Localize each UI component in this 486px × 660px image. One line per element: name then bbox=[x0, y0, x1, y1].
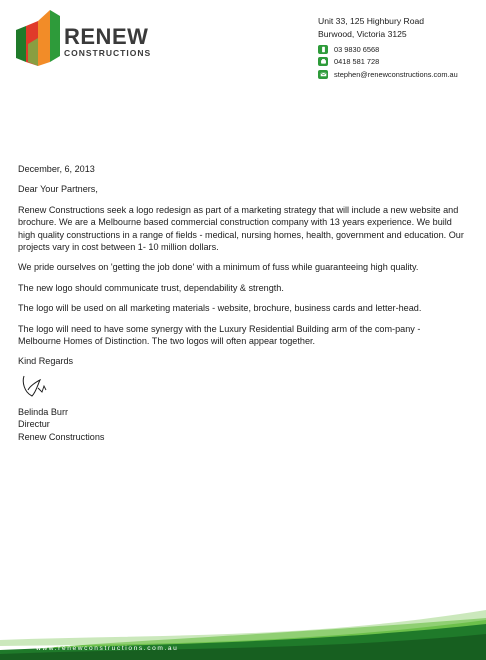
brand-subtitle: CONSTRUCTIONS bbox=[64, 48, 152, 58]
phone-icon bbox=[318, 45, 328, 54]
contact-list bbox=[318, 43, 458, 81]
mobile-number[interactable]: 0418 581 728 bbox=[334, 57, 380, 67]
footer-website-link[interactable]: www.renewconstructions.com.au bbox=[36, 645, 179, 652]
address-line-1: Unit 33, 125 Highbury Road bbox=[318, 16, 425, 26]
letter-paragraph: The logo will be used on all marketing materials - website, brochure, business cards and letter-head. bbox=[18, 303, 422, 314]
letter-paragraph: Renew Constructions seek a logo redesign as part of a marketing strategy that will include a new website and brochure. We are a Melbourne based commercial construction company with 13 years experience. We build high quality constructions in a range of fields - medical, nursing homes, health, government and education. Our projects vary in cost between 1- 10 million dollars. bbox=[18, 204, 464, 253]
signer-name: Belinda Burr bbox=[18, 406, 69, 417]
letter-paragraph: We pride ourselves on 'getting the job done' with a minimum of fuss while guaranteeing high quality. bbox=[18, 262, 419, 273]
letter-body bbox=[18, 163, 464, 443]
logo-mark-icon bbox=[14, 8, 64, 68]
letter-date: December, 6, 2013 bbox=[18, 164, 95, 174]
letter-paragraph: The logo will need to have some synergy with the Luxury Residential Building arm of the com-pany - Melbourne Homes of Distinction. The two logos will often appear together. bbox=[18, 323, 421, 347]
brand-text bbox=[64, 26, 151, 59]
email-address[interactable]: stephen@renewconstructions.com.au bbox=[334, 69, 458, 79]
address-line-2: Burwood, Victoria 3125 bbox=[318, 29, 407, 39]
letter-salutation: Dear Your Partners, bbox=[18, 184, 98, 195]
signature-icon bbox=[18, 372, 464, 406]
phone-number[interactable]: 03 9830 6568 bbox=[334, 44, 380, 54]
contact-mobile bbox=[318, 56, 458, 69]
company-address bbox=[318, 15, 424, 41]
company-logo bbox=[14, 8, 164, 68]
signer-title: Directur bbox=[18, 419, 50, 430]
signer-company: Renew Constructions bbox=[18, 431, 105, 442]
contact-email bbox=[318, 68, 458, 81]
mobile-icon bbox=[318, 57, 328, 66]
email-icon bbox=[318, 70, 328, 79]
contact-phone bbox=[318, 43, 458, 56]
letter-closing: Kind Regards bbox=[18, 356, 74, 367]
letter-paragraph: The new logo should communicate trust, dependability & strength. bbox=[18, 282, 284, 293]
brand-name: RENEW bbox=[64, 24, 149, 49]
